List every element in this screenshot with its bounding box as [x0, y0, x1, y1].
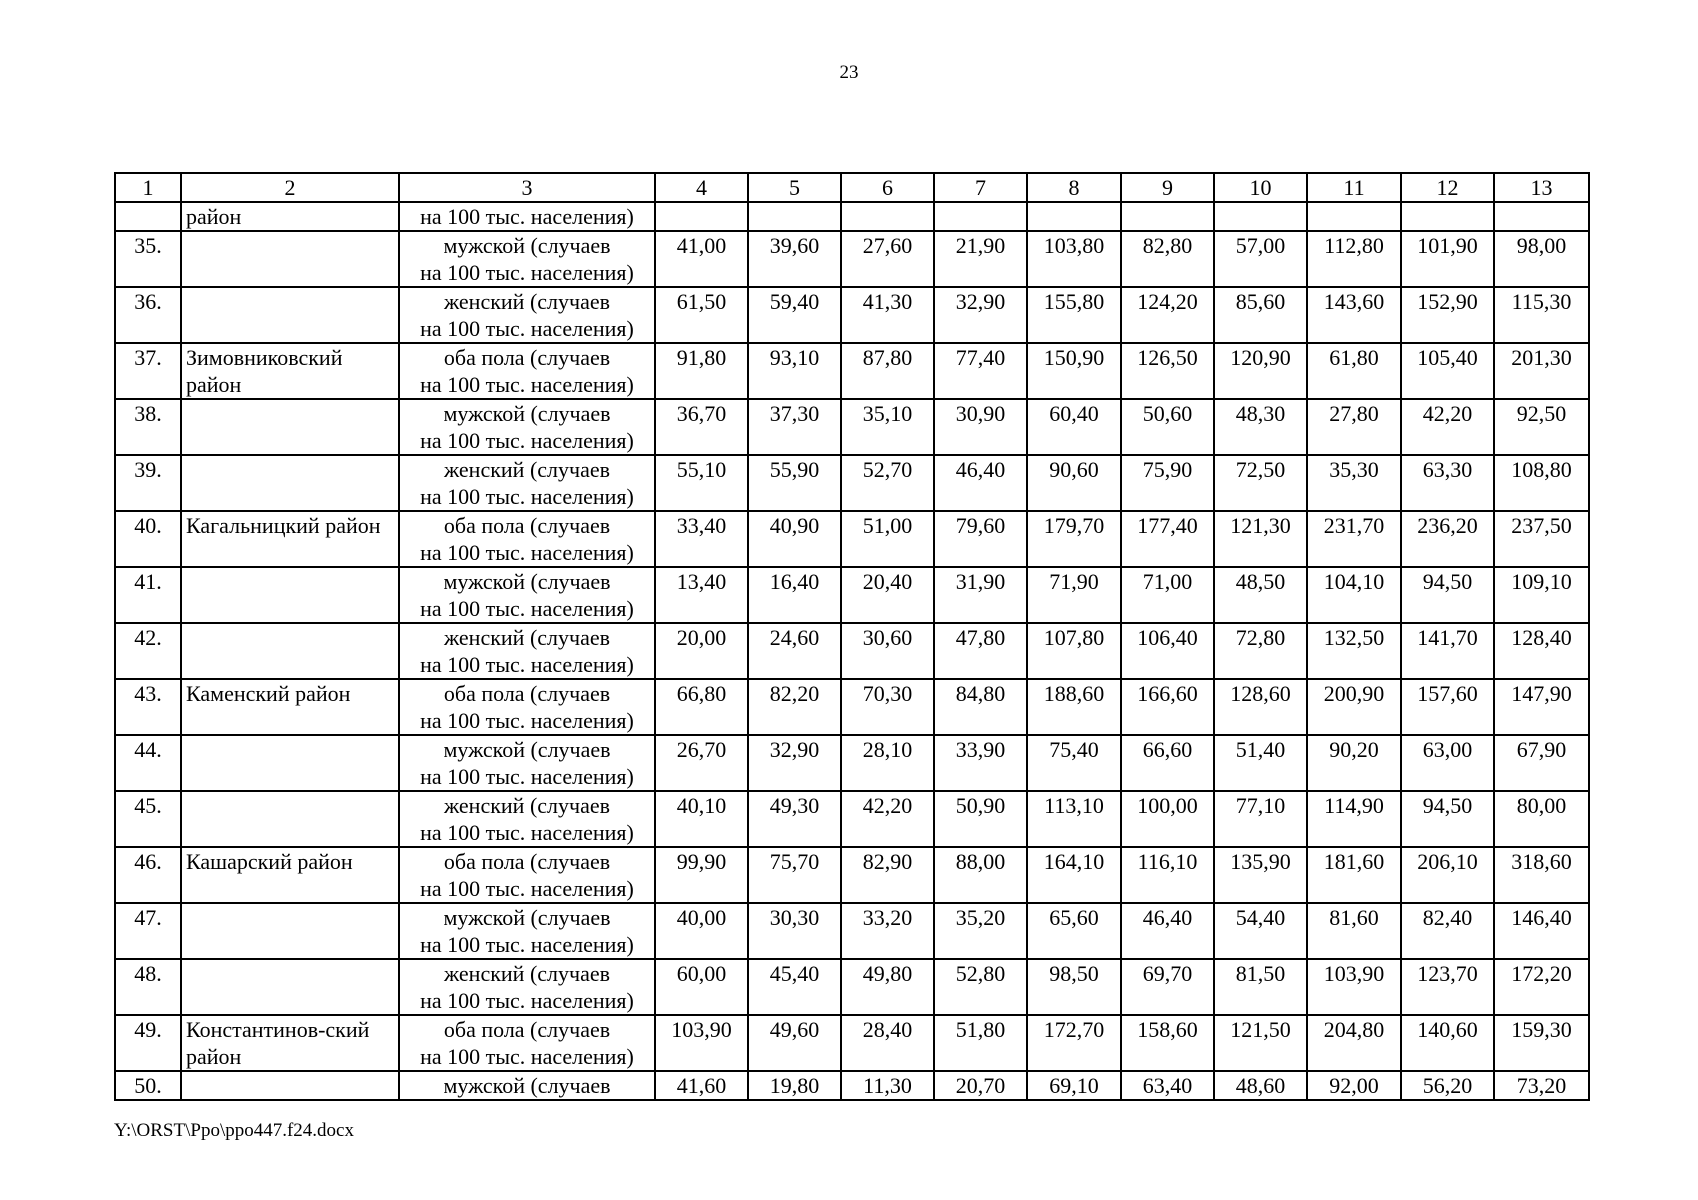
- column-number-cell: 12: [1401, 173, 1494, 202]
- indicator-line: мужской (случаев: [443, 401, 611, 426]
- district-name: [181, 735, 399, 791]
- district-name: [181, 623, 399, 679]
- indicator-label: [399, 511, 655, 567]
- value-cell: 55,10: [655, 455, 748, 511]
- value-cell: 157,60: [1401, 679, 1494, 735]
- value-cell: 90,60: [1027, 455, 1121, 511]
- value-cell: 200,90: [1307, 679, 1401, 735]
- value-cell: 98,50: [1027, 959, 1121, 1015]
- value-cell: 116,10: [1121, 847, 1214, 903]
- value-cell: 82,90: [841, 847, 934, 903]
- indicator-label: [399, 623, 655, 679]
- indicator-line: на 100 тыс. населения): [420, 260, 634, 285]
- indicator-label: [399, 343, 655, 399]
- value-cell: 52,70: [841, 455, 934, 511]
- value-cell: 112,80: [1307, 231, 1401, 287]
- value-cell: 150,90: [1027, 343, 1121, 399]
- value-cell: 93,10: [748, 343, 841, 399]
- value-cell: 56,20: [1401, 1071, 1494, 1100]
- row-number: 49.: [115, 1015, 181, 1071]
- value-cell: 21,90: [934, 231, 1027, 287]
- value-cell: 30,90: [934, 399, 1027, 455]
- district-name: [181, 287, 399, 343]
- district-name: Кагальницкий район: [181, 511, 399, 567]
- value-cell: 90,20: [1307, 735, 1401, 791]
- value-cell: [1494, 202, 1589, 231]
- value-cell: 33,40: [655, 511, 748, 567]
- value-cell: 51,40: [1214, 735, 1307, 791]
- value-cell: 103,90: [1307, 959, 1401, 1015]
- table-row: [115, 791, 1589, 847]
- value-cell: 181,60: [1307, 847, 1401, 903]
- value-cell: 30,30: [748, 903, 841, 959]
- indicator-line: на 100 тыс. населения): [420, 1044, 634, 1069]
- value-cell: 19,80: [748, 1071, 841, 1100]
- indicator-line: оба пола (случаев: [443, 513, 611, 538]
- row-number: 41.: [115, 567, 181, 623]
- indicator-line: на 100 тыс. населения): [420, 652, 634, 677]
- indicator-line: на 100 тыс. населения): [420, 316, 634, 341]
- value-cell: 147,90: [1494, 679, 1589, 735]
- value-cell: 114,90: [1307, 791, 1401, 847]
- value-cell: 20,40: [841, 567, 934, 623]
- value-cell: 201,30: [1494, 343, 1589, 399]
- indicator-label: [399, 1015, 655, 1071]
- table-row: [115, 343, 1589, 399]
- indicator-line: женский (случаев: [444, 457, 610, 482]
- column-number-cell: 4: [655, 173, 748, 202]
- value-cell: 79,60: [934, 511, 1027, 567]
- value-cell: 82,20: [748, 679, 841, 735]
- indicator-label: [399, 567, 655, 623]
- value-cell: 32,90: [748, 735, 841, 791]
- indicator-line: мужской (случаев: [443, 233, 611, 258]
- value-cell: 26,70: [655, 735, 748, 791]
- indicator-label: [399, 1071, 655, 1100]
- value-cell: 87,80: [841, 343, 934, 399]
- value-cell: 27,60: [841, 231, 934, 287]
- district-name: [181, 567, 399, 623]
- column-number-cell: 7: [934, 173, 1027, 202]
- table-row: [115, 287, 1589, 343]
- value-cell: 113,10: [1027, 791, 1121, 847]
- district-name: Кашарский район: [181, 847, 399, 903]
- value-cell: 237,50: [1494, 511, 1589, 567]
- value-cell: 40,90: [748, 511, 841, 567]
- indicator-label: [399, 903, 655, 959]
- indicator-label: [399, 791, 655, 847]
- value-cell: 146,40: [1494, 903, 1589, 959]
- value-cell: 101,90: [1401, 231, 1494, 287]
- value-cell: 63,40: [1121, 1071, 1214, 1100]
- value-cell: 120,90: [1214, 343, 1307, 399]
- value-cell: 49,80: [841, 959, 934, 1015]
- row-number: 42.: [115, 623, 181, 679]
- value-cell: 318,60: [1494, 847, 1589, 903]
- value-cell: 33,20: [841, 903, 934, 959]
- value-cell: 159,30: [1494, 1015, 1589, 1071]
- value-cell: 92,00: [1307, 1071, 1401, 1100]
- column-number-cell: 6: [841, 173, 934, 202]
- value-cell: 123,70: [1401, 959, 1494, 1015]
- value-cell: 231,70: [1307, 511, 1401, 567]
- value-cell: 66,60: [1121, 735, 1214, 791]
- indicator-line: на 100 тыс. населения): [420, 484, 634, 509]
- district-name: район: [181, 202, 399, 231]
- value-cell: 30,60: [841, 623, 934, 679]
- value-cell: [1027, 202, 1121, 231]
- table-row: [115, 1071, 1589, 1100]
- value-cell: 63,30: [1401, 455, 1494, 511]
- indicator-line: мужской (случаев: [443, 905, 611, 930]
- value-cell: 80,00: [1494, 791, 1589, 847]
- table-row: [115, 847, 1589, 903]
- value-cell: 140,60: [1401, 1015, 1494, 1071]
- value-cell: [1214, 202, 1307, 231]
- indicator-line: мужской (случаев: [443, 1073, 611, 1098]
- value-cell: 41,60: [655, 1071, 748, 1100]
- indicator-line: оба пола (случаев: [443, 681, 611, 706]
- value-cell: 60,40: [1027, 399, 1121, 455]
- value-cell: 73,20: [1494, 1071, 1589, 1100]
- value-cell: 57,00: [1214, 231, 1307, 287]
- value-cell: 50,60: [1121, 399, 1214, 455]
- value-cell: 108,80: [1494, 455, 1589, 511]
- row-number: 46.: [115, 847, 181, 903]
- value-cell: 84,80: [934, 679, 1027, 735]
- value-cell: 28,10: [841, 735, 934, 791]
- value-cell: 155,80: [1027, 287, 1121, 343]
- file-path-footer: Y:\ORST\Ppo\ppo447.f24.docx: [114, 1120, 354, 1141]
- value-cell: [934, 202, 1027, 231]
- column-number-cell: 3: [399, 173, 655, 202]
- indicator-label: [399, 679, 655, 735]
- indicator-line: женский (случаев: [444, 961, 610, 986]
- statistics-table: [114, 172, 1590, 1101]
- table-row: [115, 959, 1589, 1015]
- value-cell: 75,90: [1121, 455, 1214, 511]
- value-cell: 61,80: [1307, 343, 1401, 399]
- value-cell: 107,80: [1027, 623, 1121, 679]
- value-cell: 51,80: [934, 1015, 1027, 1071]
- value-cell: 172,70: [1027, 1015, 1121, 1071]
- value-cell: 70,30: [841, 679, 934, 735]
- value-cell: 35,30: [1307, 455, 1401, 511]
- row-number: [115, 202, 181, 231]
- value-cell: 81,60: [1307, 903, 1401, 959]
- indicator-line: оба пола (случаев: [443, 1017, 611, 1042]
- value-cell: 166,60: [1121, 679, 1214, 735]
- value-cell: 33,90: [934, 735, 1027, 791]
- value-cell: 65,60: [1027, 903, 1121, 959]
- value-cell: 179,70: [1027, 511, 1121, 567]
- value-cell: [1401, 202, 1494, 231]
- district-name: [181, 231, 399, 287]
- row-number: 39.: [115, 455, 181, 511]
- table-row: [115, 679, 1589, 735]
- indicator-line: на 100 тыс. населения): [420, 764, 634, 789]
- value-cell: 16,40: [748, 567, 841, 623]
- indicator-line: на 100 тыс. населения): [420, 428, 634, 453]
- indicator-label: [399, 959, 655, 1015]
- value-cell: 66,80: [655, 679, 748, 735]
- column-number-cell: 10: [1214, 173, 1307, 202]
- district-name: [181, 399, 399, 455]
- row-number: 37.: [115, 343, 181, 399]
- indicator-line: на 100 тыс. населения): [420, 708, 634, 733]
- value-cell: 69,10: [1027, 1071, 1121, 1100]
- value-cell: 55,90: [748, 455, 841, 511]
- value-cell: 121,50: [1214, 1015, 1307, 1071]
- value-cell: 50,90: [934, 791, 1027, 847]
- indicator-label: [399, 735, 655, 791]
- indicator-label: [399, 399, 655, 455]
- value-cell: 72,80: [1214, 623, 1307, 679]
- value-cell: 27,80: [1307, 399, 1401, 455]
- value-cell: 72,50: [1214, 455, 1307, 511]
- value-cell: [1121, 202, 1214, 231]
- indicator-line: на 100 тыс. населения): [420, 540, 634, 565]
- value-cell: 152,90: [1401, 287, 1494, 343]
- value-cell: 85,60: [1214, 287, 1307, 343]
- row-number: 35.: [115, 231, 181, 287]
- district-name: [181, 1071, 399, 1100]
- row-number: 43.: [115, 679, 181, 735]
- value-cell: 106,40: [1121, 623, 1214, 679]
- district-name: [181, 903, 399, 959]
- page-number: 23: [839, 62, 859, 83]
- column-number-cell: 11: [1307, 173, 1401, 202]
- row-number: 50.: [115, 1071, 181, 1100]
- table-row: [115, 903, 1589, 959]
- district-name: [181, 455, 399, 511]
- column-number-cell: 2: [181, 173, 399, 202]
- value-cell: 71,00: [1121, 567, 1214, 623]
- value-cell: 47,80: [934, 623, 1027, 679]
- table-row: [115, 511, 1589, 567]
- value-cell: 40,00: [655, 903, 748, 959]
- row-number: 44.: [115, 735, 181, 791]
- value-cell: 48,30: [1214, 399, 1307, 455]
- row-number: 45.: [115, 791, 181, 847]
- table-row: [115, 231, 1589, 287]
- indicator-line: на 100 тыс. населения): [420, 820, 634, 845]
- column-number-cell: 1: [115, 173, 181, 202]
- value-cell: 121,30: [1214, 511, 1307, 567]
- column-number-row: [115, 173, 1589, 202]
- value-cell: 60,00: [655, 959, 748, 1015]
- indicator-line: мужской (случаев: [443, 737, 611, 762]
- value-cell: 92,50: [1494, 399, 1589, 455]
- value-cell: 206,10: [1401, 847, 1494, 903]
- district-name: [181, 791, 399, 847]
- value-cell: 45,40: [748, 959, 841, 1015]
- value-cell: 135,90: [1214, 847, 1307, 903]
- district-name: Зимовниковский район: [181, 343, 399, 399]
- column-number-cell: 8: [1027, 173, 1121, 202]
- value-cell: 94,50: [1401, 791, 1494, 847]
- value-cell: 20,00: [655, 623, 748, 679]
- column-number-cell: 9: [1121, 173, 1214, 202]
- value-cell: 46,40: [1121, 903, 1214, 959]
- value-cell: 54,40: [1214, 903, 1307, 959]
- value-cell: 104,10: [1307, 567, 1401, 623]
- indicator-label: [399, 231, 655, 287]
- value-cell: 59,40: [748, 287, 841, 343]
- value-cell: 13,40: [655, 567, 748, 623]
- value-cell: 69,70: [1121, 959, 1214, 1015]
- value-cell: 82,80: [1121, 231, 1214, 287]
- value-cell: 24,60: [748, 623, 841, 679]
- value-cell: 143,60: [1307, 287, 1401, 343]
- value-cell: 35,10: [841, 399, 934, 455]
- value-cell: 141,70: [1401, 623, 1494, 679]
- indicator-label: [399, 455, 655, 511]
- indicator-line: мужской (случаев: [443, 569, 611, 594]
- value-cell: 100,00: [1121, 791, 1214, 847]
- indicator-label: [399, 847, 655, 903]
- value-cell: 188,60: [1027, 679, 1121, 735]
- value-cell: 77,40: [934, 343, 1027, 399]
- value-cell: 28,40: [841, 1015, 934, 1071]
- value-cell: 124,20: [1121, 287, 1214, 343]
- value-cell: 31,90: [934, 567, 1027, 623]
- value-cell: 75,40: [1027, 735, 1121, 791]
- value-cell: 128,60: [1214, 679, 1307, 735]
- value-cell: 109,10: [1494, 567, 1589, 623]
- column-number-cell: 13: [1494, 173, 1589, 202]
- value-cell: 115,30: [1494, 287, 1589, 343]
- value-cell: 91,80: [655, 343, 748, 399]
- value-cell: 81,50: [1214, 959, 1307, 1015]
- value-cell: 39,60: [748, 231, 841, 287]
- indicator-line: женский (случаев: [444, 625, 610, 650]
- value-cell: 48,50: [1214, 567, 1307, 623]
- value-cell: [748, 202, 841, 231]
- value-cell: 103,80: [1027, 231, 1121, 287]
- indicator-line: на 100 тыс. населения): [420, 876, 634, 901]
- indicator-line: женский (случаев: [444, 289, 610, 314]
- value-cell: 42,20: [1401, 399, 1494, 455]
- value-cell: 177,40: [1121, 511, 1214, 567]
- value-cell: 88,00: [934, 847, 1027, 903]
- value-cell: 52,80: [934, 959, 1027, 1015]
- value-cell: 164,10: [1027, 847, 1121, 903]
- value-cell: 48,60: [1214, 1071, 1307, 1100]
- indicator-line: оба пола (случаев: [443, 849, 611, 874]
- district-name: Константинов-ский район: [181, 1015, 399, 1071]
- value-cell: 94,50: [1401, 567, 1494, 623]
- value-cell: 46,40: [934, 455, 1027, 511]
- value-cell: 61,50: [655, 287, 748, 343]
- value-cell: [841, 202, 934, 231]
- row-number: 36.: [115, 287, 181, 343]
- value-cell: 40,10: [655, 791, 748, 847]
- value-cell: 41,30: [841, 287, 934, 343]
- value-cell: 71,90: [1027, 567, 1121, 623]
- table-row: [115, 399, 1589, 455]
- value-cell: 204,80: [1307, 1015, 1401, 1071]
- value-cell: [1307, 202, 1401, 231]
- value-cell: 158,60: [1121, 1015, 1214, 1071]
- value-cell: 132,50: [1307, 623, 1401, 679]
- value-cell: 63,00: [1401, 735, 1494, 791]
- value-cell: 67,90: [1494, 735, 1589, 791]
- table-row: [115, 455, 1589, 511]
- value-cell: 75,70: [748, 847, 841, 903]
- indicator-line: на 100 тыс. населения): [420, 932, 634, 957]
- value-cell: 49,30: [748, 791, 841, 847]
- indicator-line: на 100 тыс. населения): [420, 372, 634, 397]
- indicator-line: на 100 тыс. населения): [420, 596, 634, 621]
- value-cell: 51,00: [841, 511, 934, 567]
- indicator-label: на 100 тыс. населения): [399, 202, 655, 231]
- value-cell: 126,50: [1121, 343, 1214, 399]
- indicator-line: на 100 тыс. населения): [420, 988, 634, 1013]
- column-number-cell: 5: [748, 173, 841, 202]
- value-cell: 36,70: [655, 399, 748, 455]
- value-cell: 103,90: [655, 1015, 748, 1071]
- value-cell: 128,40: [1494, 623, 1589, 679]
- value-cell: 42,20: [841, 791, 934, 847]
- row-number: 47.: [115, 903, 181, 959]
- value-cell: 99,90: [655, 847, 748, 903]
- table-row: [115, 623, 1589, 679]
- indicator-label: [399, 287, 655, 343]
- value-cell: 105,40: [1401, 343, 1494, 399]
- row-number: 48.: [115, 959, 181, 1015]
- value-cell: 20,70: [934, 1071, 1027, 1100]
- value-cell: 172,20: [1494, 959, 1589, 1015]
- value-cell: 32,90: [934, 287, 1027, 343]
- value-cell: 11,30: [841, 1071, 934, 1100]
- district-name: Каменский район: [181, 679, 399, 735]
- indicator-line: оба пола (случаев: [443, 345, 611, 370]
- row-number: 40.: [115, 511, 181, 567]
- value-cell: 49,60: [748, 1015, 841, 1071]
- row-number: 38.: [115, 399, 181, 455]
- table-row: [115, 735, 1589, 791]
- value-cell: 98,00: [1494, 231, 1589, 287]
- value-cell: [655, 202, 748, 231]
- continuation-row: [115, 202, 1589, 231]
- value-cell: 82,40: [1401, 903, 1494, 959]
- table-row: [115, 567, 1589, 623]
- value-cell: 41,00: [655, 231, 748, 287]
- district-name: [181, 959, 399, 1015]
- value-cell: 236,20: [1401, 511, 1494, 567]
- value-cell: 77,10: [1214, 791, 1307, 847]
- indicator-line: женский (случаев: [444, 793, 610, 818]
- table-row: [115, 1015, 1589, 1071]
- value-cell: 35,20: [934, 903, 1027, 959]
- value-cell: 37,30: [748, 399, 841, 455]
